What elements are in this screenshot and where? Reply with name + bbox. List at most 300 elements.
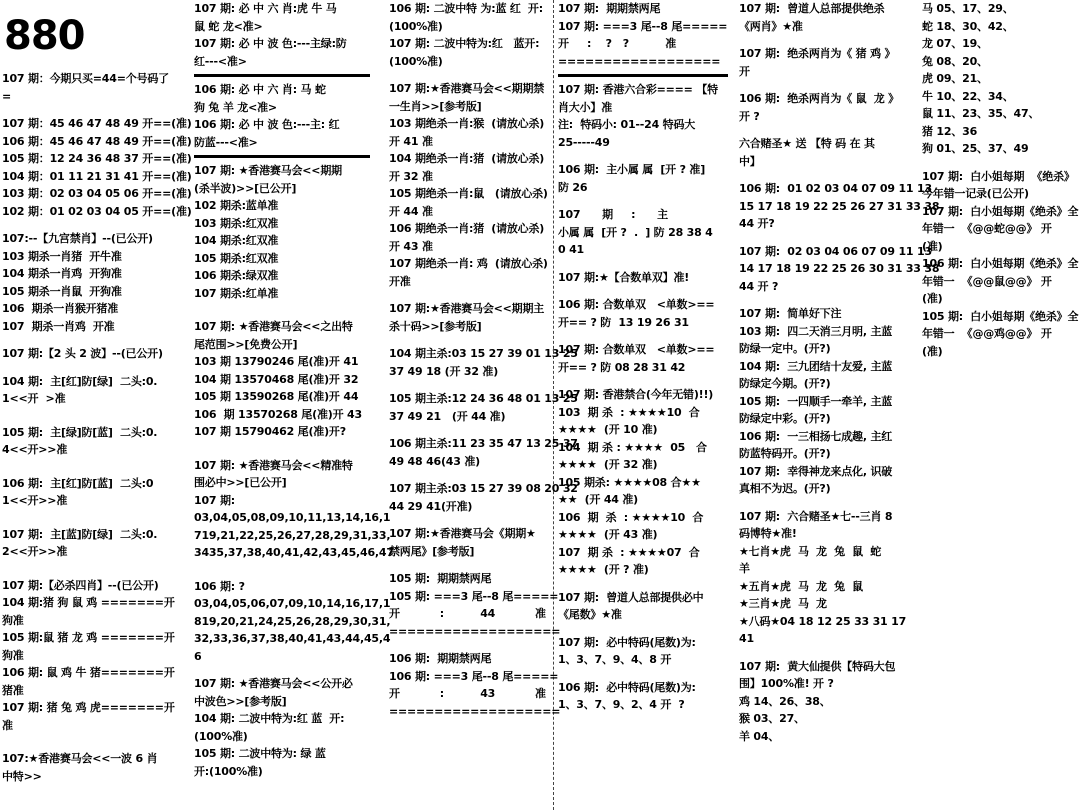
text-block (558, 341, 728, 376)
text-block (558, 589, 728, 624)
text-line: 103 期 13790246 尾(准)开 41 (194, 355, 359, 368)
text-line: 107 期 15790462 尾(准)开? (194, 425, 346, 438)
spacer (558, 376, 728, 386)
text-line: 1、3、7、9、2、4 开 ? (558, 698, 685, 711)
text-line: 106 期: 主[红]防[蓝] 二头:0 (2, 476, 154, 490)
text-line: 开 ? (739, 109, 760, 123)
text-block (739, 90, 915, 125)
text-line: 真相不为迟。(开?) (739, 482, 831, 495)
spacer (389, 640, 555, 650)
text-line: 103 期: 四二天消三月明, 主蓝 (739, 324, 893, 338)
divider-rule (558, 74, 728, 77)
text-line: 开 : 43 准 (389, 687, 546, 700)
text-line: =================== (389, 704, 561, 718)
text-line: 防蓝特码开。(开?) (739, 447, 831, 460)
text-block (194, 162, 370, 302)
spacer (194, 441, 370, 457)
text-line: 105 期: ===3 尾--8 尾===== (389, 589, 559, 603)
text-line: 49 48 46(43 准) (389, 454, 480, 468)
text-line: 4<<开>>准 (2, 443, 68, 456)
text-line: 107 期: 必 中 波 色:---主绿:防 (194, 37, 347, 50)
text-line: ★八码★04 18 12 25 33 31 17 (739, 614, 907, 628)
text-line: 开 32 准 (389, 169, 433, 183)
text-line: 37 49 18 (开 32 准) (389, 364, 499, 378)
text-line: 107 期: ★香港赛马会<<期期 (194, 164, 342, 177)
spacer (558, 669, 728, 679)
text-line: 105 期: 主[绿]防[蓝] 二头:0. (2, 425, 158, 439)
text-line: 107 期:【必杀四肖】--(已公开) (2, 578, 159, 592)
text-line: 106 期: 期期禁两尾 (389, 652, 492, 665)
text-line: 虎 09、21、 (922, 72, 988, 85)
spacer (389, 470, 555, 480)
text-line: 防蓝---<准> (194, 135, 258, 149)
spacer (389, 380, 555, 390)
text-line: 开 44 准 (389, 204, 433, 218)
text-line: 107 期绝杀一肖: 鸡 (请放心杀) (389, 257, 548, 270)
text-line: 107 期杀一肖鸡 开准 (2, 319, 115, 333)
text-line: 44 29 41(开准) (389, 499, 473, 513)
text-block (2, 230, 178, 335)
text-block (2, 345, 178, 363)
text-line: 106 期: ? (194, 579, 245, 593)
spacer (2, 335, 178, 345)
text-line: 开== ? 防 08 28 31 42 (558, 360, 686, 374)
spacer (739, 498, 915, 508)
text-line: 尾范围>>[免费公开] (194, 337, 298, 351)
text-line: 小属 属 [开 ? . ] 防 28 38 4 (558, 225, 713, 239)
text-block (389, 570, 561, 640)
text-line: 107 期: ★香港赛马会<<精准特 (194, 458, 353, 472)
text-line: 106 期: 鼠 鸡 牛 猪=======开 (2, 666, 175, 679)
text-line: ★★ (开 44 准) (558, 493, 639, 506)
text-line: 107 期 : 主 (558, 208, 668, 221)
text-block (558, 679, 728, 714)
spacer (739, 170, 915, 180)
spacer (558, 331, 728, 341)
text-line: 《两肖》★准 (739, 19, 803, 33)
text-line: 狗 兔 羊 龙<准> (194, 100, 277, 114)
text-line: 106 期: 合数单双 <单数>== (558, 298, 715, 311)
spacer (389, 290, 555, 300)
text-line: 37 49 21 (开 44 准) (389, 409, 506, 423)
column-6-content (922, 0, 1080, 360)
text-block (194, 81, 370, 151)
text-block (389, 525, 555, 560)
text-line: 32,33,36,37,38,40,41,43,44,45,4 (194, 632, 391, 645)
text-line: 105 期主杀:12 24 36 48 01 13 25 (389, 392, 578, 405)
text-block (2, 577, 178, 735)
column-5-content (739, 0, 940, 745)
text-line: 107 期: 绝杀两肖为《 猪 鸡 》 (739, 47, 896, 60)
spacer (739, 125, 915, 135)
text-line: 103 期：02 03 04 05 06 开==(准) (2, 187, 192, 200)
text-line: 104 期:猪 狗 鼠 鸡 =======开 (2, 596, 175, 609)
text-line: 44 开 ? (739, 279, 779, 293)
spacer (389, 425, 555, 435)
text-line: 0 41 (558, 243, 584, 256)
text-block (2, 115, 192, 220)
text-line: 107 期: 必中特码(尾数)为: (558, 635, 696, 649)
text-line: ================== (558, 54, 721, 68)
spacer (558, 624, 728, 634)
spacer (558, 196, 728, 206)
text-line: ★七肖★虎 马 龙 兔 鼠 蛇 (739, 544, 882, 558)
text-block (389, 80, 555, 290)
divider-rule (194, 74, 370, 77)
text-line: 107 期: 曾道人总部提供必中 (558, 590, 704, 604)
text-line: 104 期 13570468 尾(准)开 32 (194, 372, 359, 386)
text-block (739, 658, 915, 746)
text-line: 107 期: ★香港赛马会<<之出特 (194, 320, 353, 333)
text-line: 107 期：45 46 47 48 49 开==(准) (2, 117, 192, 130)
spacer (558, 579, 728, 589)
text-line: 107 期: 白小姐每期《绝杀》全 (922, 204, 1079, 218)
text-line: 106 期: 01 02 03 04 07 09 11 13 (739, 182, 932, 195)
text-line: 开:(100%准) (194, 764, 263, 778)
text-line: 3435,37,38,40,41,42,43,45,46,47 (194, 546, 394, 559)
text-block (194, 0, 370, 70)
spacer (194, 665, 370, 675)
text-block (194, 318, 370, 441)
text-line: 103 期 杀 : ★★★★10 合 (558, 405, 700, 419)
text-line: =================== (389, 624, 561, 638)
text-line: 围】100%准! 开 ? (739, 677, 834, 690)
text-block (739, 135, 915, 170)
text-line: 107 期: 六合赌圣★七--三肖 8 (739, 509, 893, 523)
text-line: 狗 01、25、37、49 (922, 142, 1029, 155)
text-block (922, 0, 1080, 158)
text-line: 107 期: 必 中 六 肖:虎 牛 马 (194, 2, 337, 15)
text-line: 防绿定中彩。(开?) (739, 412, 831, 425)
text-block (558, 81, 728, 151)
text-line: 106 期: ===3 尾--8 尾===== (389, 669, 559, 683)
text-line: 105 期杀: ★★★★08 合★★ (558, 475, 701, 489)
text-block (389, 345, 578, 380)
text-line: 107 期：今期只买=44=个号码了 (2, 72, 169, 85)
text-line: 25-----49 (558, 135, 610, 149)
text-line: 104 期杀一肖鸡 开狗准 (2, 267, 122, 280)
text-block (739, 243, 940, 296)
text-block (2, 750, 178, 785)
text-line: (准) (922, 292, 943, 305)
spacer (739, 233, 915, 243)
text-line: 104 期 杀 : ★★★★ 05 合 (558, 440, 707, 454)
text-line: 开 : 44 准 (389, 607, 546, 620)
text-line: 107 期:★香港赛马会<<期期主 (389, 302, 545, 315)
text-line: 肖大小】准 (558, 100, 612, 114)
text-line: 107 期: 黄大仙提供【特码大包 (739, 659, 896, 673)
text-block (558, 386, 728, 579)
text-line: 107 期: 二波中特为:红 蓝开: (389, 37, 540, 50)
spacer (2, 510, 178, 526)
text-line: 《尾数》★准 (558, 608, 622, 621)
spacer (558, 286, 728, 296)
text-block (558, 0, 728, 70)
text-line: 106 期 13570268 尾(准)开 43 (194, 407, 362, 421)
text-block (389, 300, 555, 335)
text-line: 六合赌圣★ 送 【特 码 在 其 (739, 137, 875, 150)
text-line: 中波色>>[参考版] (194, 694, 287, 708)
text-line: 104 期：01 11 21 31 41 开==(准) (2, 169, 192, 183)
text-line: 107 期: ★香港赛马会<<公开必 (194, 677, 353, 690)
text-line: 104 期: 三九团结十友爱, 主蓝 (739, 359, 893, 373)
text-line: (杀半波)>>[已公开] (194, 181, 297, 195)
text-line: 防绿定今期。(开?) (739, 377, 831, 390)
text-line: 105 期: 期期禁两尾 (389, 572, 492, 585)
text-line: 107 期: 曾道人总部提供绝杀 (739, 2, 885, 15)
text-line: (准) (922, 344, 943, 358)
text-line: 103 期杀一肖猪 开牛准 (2, 249, 122, 263)
text-line: 羊 04、 (739, 729, 780, 743)
text-line: 104 期杀:红双准 (194, 234, 279, 247)
text-line: 107 期: 合数单双 <单数>== (558, 343, 715, 356)
spacer (2, 105, 178, 115)
text-line: 1<<开>>准 (2, 494, 68, 507)
text-block (389, 390, 578, 425)
text-line: ★★★★ (开 10 准) (558, 423, 658, 436)
text-line: 104 期: 主[红]防[绿] 二头:0. (2, 374, 158, 388)
text-block (739, 0, 915, 35)
text-block (558, 206, 728, 259)
spacer (389, 335, 555, 345)
text-line: ★★★★ (开 32 准) (558, 458, 658, 471)
text-line: 蛇 18、30、42、 (922, 19, 1014, 33)
text-line: 107:★香港赛马会<<一波 6 肖 (2, 752, 158, 765)
text-line: 105 期杀:红双准 (194, 251, 279, 265)
text-block (2, 70, 178, 105)
text-line: 44 开? (739, 217, 775, 230)
text-line: 今年错一记录(已公开) (922, 187, 1029, 200)
text-line: 15 17 18 19 22 25 26 27 31 33 38 (739, 199, 940, 213)
text-line: 106 期杀:绿双准 (194, 269, 279, 282)
text-line: 狗准 (2, 648, 24, 662)
text-block (922, 168, 1080, 361)
column-4-content (558, 0, 728, 714)
text-line: 龙 07、19、 (922, 37, 988, 50)
text-line: 鼠 11、23、35、47、 (922, 107, 1040, 120)
text-block (558, 296, 728, 331)
column-2-content (194, 0, 394, 780)
text-line: ★三肖★虎 马 龙 (739, 597, 827, 610)
spacer (739, 35, 915, 45)
spacer (194, 302, 370, 318)
spacer (389, 560, 555, 570)
column-4 (556, 0, 728, 810)
text-line: 104 期: 二波中特为:红 蓝 开: (194, 712, 345, 725)
text-line: 红---<准> (194, 54, 247, 68)
text-line: 107 期: 主[蓝]防[绿] 二头:0. (2, 527, 158, 541)
text-line: (100%准) (389, 54, 443, 68)
text-block (389, 650, 561, 720)
column-5 (737, 0, 940, 810)
text-line: 103 期杀:红双准 (194, 216, 279, 230)
text-line: 羊 (739, 562, 750, 575)
text-line: 03,04,05,08,09,10,11,13,14,16,1 (194, 511, 391, 524)
text-line: 106 期: 必 中 六 肖: 马 蛇 (194, 83, 326, 96)
text-line: 107 期: (194, 493, 235, 507)
text-block (739, 305, 915, 498)
column-1 (0, 0, 192, 810)
text-line: 猪 12、36 (922, 124, 978, 138)
column-6 (920, 0, 1080, 810)
text-line: 106 期: 主小属 属 [开 ? 准] (558, 163, 706, 176)
text-line: 104 期主杀:03 15 27 39 01 13 25 (389, 347, 578, 360)
text-line: 开== ? 防 13 19 26 31 (558, 315, 689, 329)
text-line: 鼠 蛇 龙<准> (194, 19, 263, 33)
text-line: (准) (922, 239, 943, 253)
text-line: 107 期: 香港禁合(今年无错)!!) (558, 388, 714, 401)
spacer (558, 259, 728, 269)
page-title: 880 (4, 13, 85, 59)
text-line: (100%准) (389, 19, 443, 33)
text-line: 107 期杀:红单准 (194, 286, 279, 300)
text-line: 107:--【九宫禁肖】--(已公开) (2, 232, 153, 245)
text-line: 猪准 (2, 683, 24, 697)
text-line: 107 期: 香港六合彩==== 【特 (558, 83, 718, 96)
column-1-content (2, 70, 192, 785)
text-block (739, 180, 940, 233)
text-line: 106 期: 白小姐每期《绝杀》全 (922, 257, 1079, 270)
spacer (2, 734, 178, 750)
text-line: 防 26 (558, 180, 588, 194)
text-block (194, 578, 391, 666)
text-line: 开 (739, 64, 750, 78)
spacer (558, 151, 728, 161)
text-line: 开 43 准 (389, 239, 433, 253)
text-line: 41 (739, 632, 754, 645)
text-line: 马 05、17、29、 (922, 2, 1014, 15)
text-line: 年错一 《@@蛇@@》 开 (922, 222, 1052, 235)
text-line: 107 期:★香港赛马会<<期期禁 (389, 82, 545, 95)
text-line: 106 期主杀:11 23 35 47 13 25 37 (389, 437, 578, 450)
text-line: (100%准) (194, 729, 248, 743)
text-line: 105 期: 二波中特为: 绿 蓝 (194, 747, 326, 760)
text-line: 禁两尾》[参考版] (389, 544, 475, 558)
text-line: 105 期 13590268 尾(准)开 44 (194, 390, 359, 403)
text-line: 兔 08、20、 (922, 54, 988, 68)
text-line: 103 期绝杀一肖:猴 (请放心杀) (389, 117, 545, 130)
spacer (2, 408, 178, 424)
text-line: 一生肖>>[参考版] (389, 99, 482, 113)
text-line: 开 : ? ? 准 (558, 37, 677, 50)
spacer (739, 295, 915, 305)
text-line: 中】 (739, 154, 761, 168)
text-line: 102 期：01 02 03 04 05 开==(准) (2, 204, 192, 218)
text-line: 107 期: 白小姐每期 《绝杀》 (922, 169, 1075, 183)
spacer (2, 459, 178, 475)
text-line: 14 17 18 19 22 25 26 30 31 33 38 (739, 262, 940, 275)
text-line: 104 期绝杀一肖:猪 (请放心杀) (389, 152, 545, 165)
text-line: 2<<开>>准 (2, 545, 68, 558)
text-block (739, 45, 915, 80)
text-line: ★★★★ (开 43 准) (558, 528, 658, 541)
text-line: 杀十码>>[参考版] (389, 319, 482, 333)
text-block (2, 526, 178, 561)
text-line: 狗准 (2, 613, 24, 627)
text-block (389, 435, 578, 470)
text-line: 107 期: 期期禁两尾 (558, 2, 661, 15)
text-line: 中特>> (2, 769, 42, 783)
text-line: 1<<开 >准 (2, 392, 66, 405)
text-line: 102 期杀:蓝单准 (194, 199, 279, 212)
spacer (2, 220, 178, 230)
text-block (739, 508, 915, 648)
spacer (2, 561, 178, 577)
text-line: ★★★★ (开 ? 准) (558, 563, 649, 576)
text-line: 107 期:★【合数单双】准! (558, 270, 690, 284)
text-line: = (2, 89, 12, 103)
column-2 (192, 0, 394, 810)
text-line: 围必中>>[已公开] (194, 476, 287, 489)
text-line: 03,04,05,06,07,09,10,14,16,17,1 (194, 597, 391, 610)
spacer (2, 363, 178, 373)
text-block (2, 373, 178, 408)
text-line: 107 期: 猪 兔 鸡 虎=======开 (2, 701, 175, 714)
text-line: 106 期: 绝杀两肖为《 鼠 龙 》 (739, 92, 899, 105)
divider-rule (194, 155, 370, 158)
spacer (739, 80, 915, 90)
text-line: 防绿一定中。(开?) (739, 342, 831, 355)
spacer (194, 562, 370, 578)
spacer (922, 158, 1080, 168)
text-line: 106 期绝杀一肖:猪 (请放心杀) (389, 222, 545, 235)
text-line: 开准 (389, 274, 411, 288)
spacer (739, 648, 915, 658)
text-block (558, 634, 728, 669)
text-line: 105 期: 白小姐每期《绝杀》全 (922, 309, 1079, 323)
text-line: 107 期 杀 : ★★★★07 合 (558, 545, 700, 559)
text-block (558, 269, 728, 287)
text-line: 819,20,21,24,25,26,28,29,30,31, (194, 614, 391, 628)
text-line: 107 期: 简单好下注 (739, 307, 842, 320)
text-block (2, 424, 178, 459)
text-line: 开 41 准 (389, 134, 433, 148)
text-line: 注: 特码小: 01--24 特码大 (558, 118, 696, 131)
text-line: ★五肖★虎 马 龙 兔 鼠 (739, 579, 863, 593)
text-line: 牛 10、22、34、 (922, 89, 1014, 103)
text-line: 105 期杀一肖鼠 开狗准 (2, 284, 122, 298)
text-line: 106 期杀一肖猴开猪准 (2, 302, 119, 315)
text-line: 105 期:鼠 猪 龙 鸡 =======开 (2, 631, 175, 644)
text-line: 106 期：45 46 47 48 49 开==(准) (2, 134, 192, 148)
text-line: 年错一 《@@鼠@@》 开 (922, 274, 1052, 288)
text-line: 105 期: 一四顺手一牵羊, 主蓝 (739, 394, 893, 408)
text-line: 年错一 《@@鸡@@》 开 (922, 327, 1052, 340)
text-line: 106 期: 必中特码(尾数)为: (558, 680, 696, 694)
text-block (389, 0, 555, 70)
text-line: 猴 03、27、 (739, 712, 805, 725)
text-line: 107 期:★香港赛马会《期期★ (389, 527, 536, 540)
text-line: 107 期: ===3 尾--8 尾===== (558, 19, 728, 33)
text-block (389, 480, 578, 515)
text-line: 106 期: 必 中 波 色:---主: 红 (194, 118, 340, 131)
text-line: 6 (194, 649, 202, 663)
text-line: 1、3、7、9、4、8 开 (558, 653, 672, 666)
text-line: 105 期绝杀一肖:鼠 (请放心杀) (389, 187, 548, 200)
text-line: 106 期 杀 : ★★★★10 合 (558, 510, 704, 524)
text-line: 106 期: 二波中特 为:蓝 红 开: (389, 2, 543, 15)
text-line: 107 期主杀:03 15 27 39 08 20 32 (389, 482, 578, 495)
text-block (558, 161, 728, 196)
text-block (2, 475, 178, 510)
text-line: 码博特★准! (739, 527, 797, 540)
text-line: 106 期: 一三相扬七成趣, 主红 (739, 429, 893, 443)
text-line: 107 期: 02 03 04 06 07 09 11 13 (739, 244, 932, 258)
text-line: 107 期: 幸得神龙来点化, 识破 (739, 464, 893, 478)
text-line: 719,21,22,25,26,27,28,29,31,33, (194, 528, 391, 542)
spacer (389, 70, 555, 80)
text-line: 准 (2, 718, 13, 732)
